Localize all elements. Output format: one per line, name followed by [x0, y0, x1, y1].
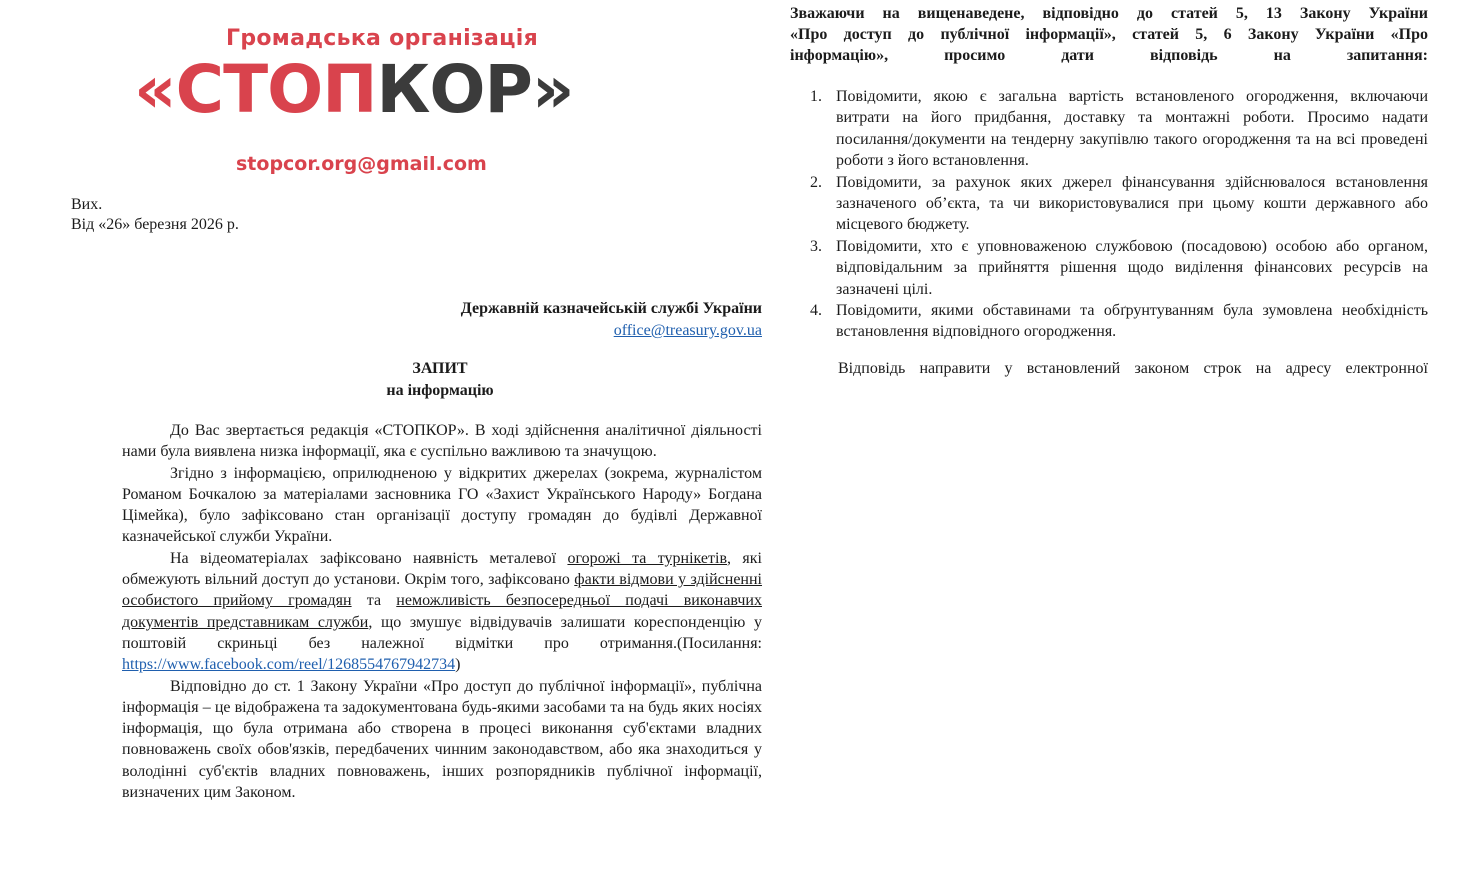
logo-quote-open: «: [134, 51, 176, 128]
question-number: 1.: [810, 88, 822, 105]
addressee-name: Державній казначейській службі України: [460, 300, 762, 317]
p3-text-e: ): [455, 656, 461, 674]
underlined-fence-turnstiles: огорожі та турнікетів: [567, 549, 728, 567]
logo-stop: СТОП: [175, 51, 377, 128]
question-text: Повідомити, хто є уповноваженою службовою (посадовою) особою або органом, відповідальним за прийняття рішення щодо виділення фінансових ресурсів на зазначені цілі.: [836, 237, 1428, 298]
question-number: 2.: [810, 173, 822, 191]
underlined-document-submission: неможливість безпосередньої подачі виконавчих документів представникам служби: [122, 592, 762, 631]
logo-kor: КОР: [376, 51, 532, 128]
question-number: 4.: [810, 302, 822, 320]
intro-line-3: інформацію», просимо дати відповідь на запитання:: [790, 47, 1428, 64]
addressee-block: [461, 298, 762, 342]
body-paragraph-4: Відповідно до ст. 1 Закону України «Про доступ до публічної інформації», публічна інформація – це відображена та задокументована будь-якими засобами та на будь яких носіях інформація, що була отримана або створена в процесі виконання суб'єктами владних повноважень своїх обов'язків, передбачених чинним законодавством, або яка знаходиться у володінні суб'єктів владних повноважень, інших розпорядників публічної інформації, визначених цим Законом.: [122, 677, 762, 802]
question-number: 3.: [810, 237, 822, 255]
request-intro: [790, 3, 1428, 66]
logo-quote-close: »: [531, 51, 574, 128]
outgoing-number-label: Вих.: [71, 196, 103, 213]
question-item: [790, 300, 1428, 343]
question-text: Повідомити, якою є загальна вартість встановленого огородження, включаючи витрати на його придбання, доставку та монтажні роботи. Просимо надати посилання/документи на тендерну закупівлю такого огородження та на всі проведені роботи з його встановлення.: [836, 88, 1428, 170]
letterhead-logo: [134, 46, 574, 134]
question-item: [790, 86, 1428, 172]
request-title: [240, 358, 640, 402]
final-line-clipped: [790, 358, 1428, 378]
request-body: [122, 420, 762, 803]
body-paragraph-1: До Вас звертається редакція «СТОПКОР». В ході здійснення аналітичної діяльності нами була виявлена низка інформації, яка є суспільно важливою та значущою.: [122, 422, 762, 461]
letterhead-email: stopcor.org@gmail.com: [236, 153, 487, 175]
response-instruction: Відповідь направити у встановлений законом строк на адресу електронної: [838, 360, 1428, 377]
underlined-refusal-facts: факти відмови у здійсненні особистого прийому громадян: [122, 571, 763, 610]
letter-date: Від «26» березня 2026 р.: [71, 216, 239, 233]
question-text: Повідомити, якими обставинами та обґрунтуванням була зумовлена необхідність встановлення відповідного огородження.: [836, 302, 1428, 341]
request-title-main: ЗАПИТ: [412, 360, 468, 377]
p3-text-a: На відеоматеріалах зафіксовано наявність металевої: [170, 549, 568, 567]
request-title-sub: на інформацію: [386, 382, 494, 399]
intro-line-2: «Про доступ до публічної інформації», статей 5, 6 Закону України «Про: [790, 26, 1428, 43]
p3-text-b: , які обмежують вільний доступ до установи. Окрім того, зафіксовано: [122, 549, 762, 589]
question-item: [790, 172, 1428, 236]
facebook-reel-link[interactable]: https://www.facebook.com/reel/1268554767942734: [122, 656, 456, 674]
body-paragraph-2: Згідно з інформацією, оприлюдненою у відкритих джерелах (зокрема, журналістом Романом Бочкалою за матеріалами засновника ГО «Захист Українського Народу» Богдана Цімейка), було зафіксовано стан організації доступу громадян до будівлі Державної казначейської служби України.: [122, 464, 762, 546]
letter-page-right: [790, 0, 1458, 870]
questions-list: [790, 86, 1428, 343]
question-text: Повідомити, за рахунок яких джерел фінансування здійснювалося встановлення зазначеного об’єкта, та чи використовувалися при цьому кошти державного або місцевого бюджету.: [836, 173, 1428, 234]
addressee-email-link[interactable]: office@treasury.gov.ua: [613, 322, 762, 339]
p3-text-c: та: [351, 592, 397, 610]
letterhead-org-name: Громадська організація: [226, 26, 539, 51]
p3-text-d: , що змушує відвідувачів залишати кореспонденцію у поштовій скриньці без належної відмітки про отримання.(Посилання:: [122, 613, 762, 652]
intro-line-1: Зважаючи на вищенаведене, відповідно до статей 5, 13 Закону України: [790, 5, 1428, 22]
body-paragraph-3: [122, 548, 762, 676]
question-item: [790, 236, 1428, 300]
